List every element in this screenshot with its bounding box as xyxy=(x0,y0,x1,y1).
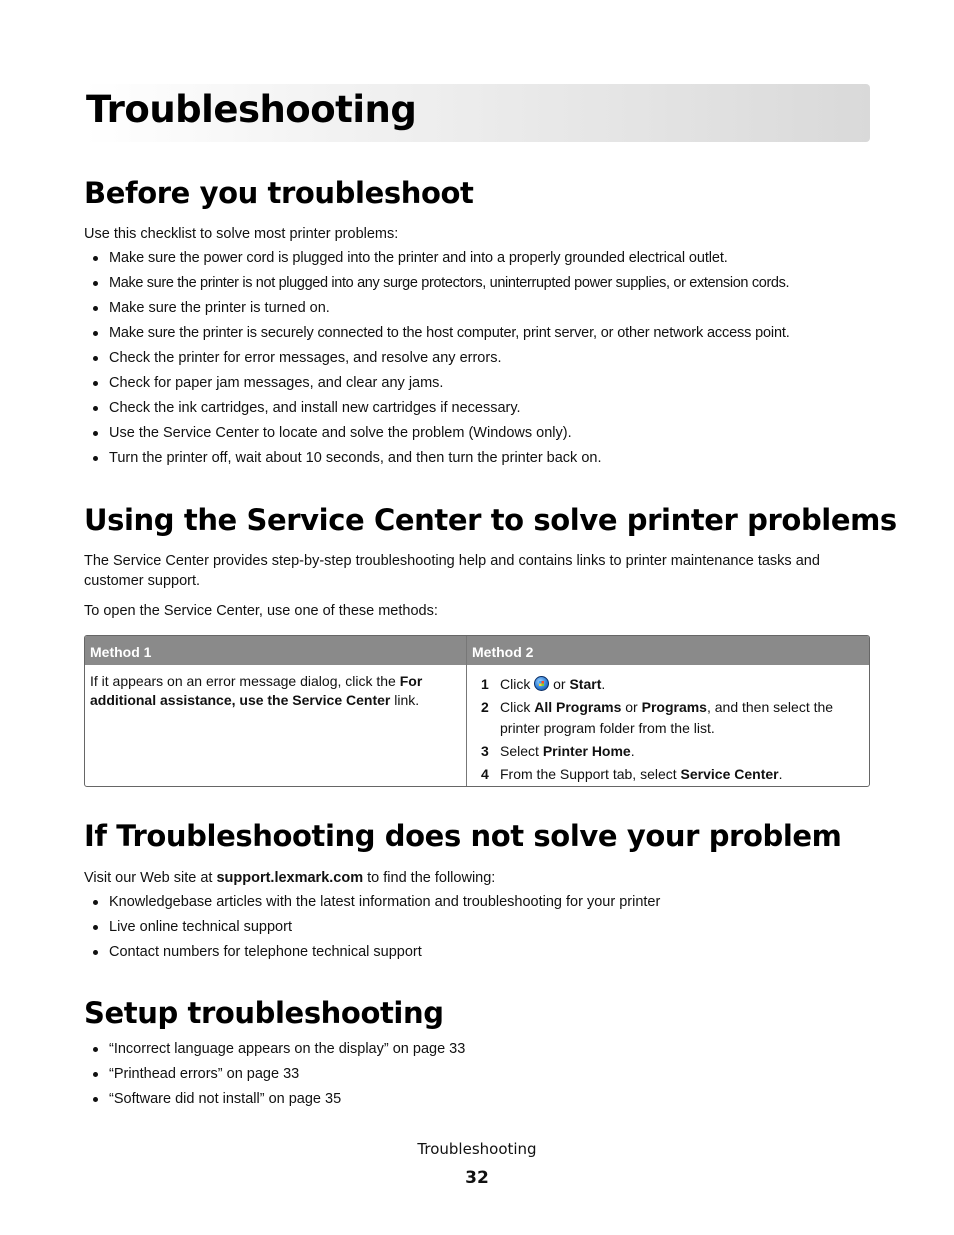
bullet-icon xyxy=(93,1047,98,1052)
list-item: Make sure the printer is securely connected to the host computer, print server, or other network access point. xyxy=(84,323,874,348)
list-item: Check for paper jam messages, and clear any jams. xyxy=(84,373,874,398)
step-3: 3 Select Printer Home. xyxy=(481,743,635,759)
support-list xyxy=(84,892,874,967)
list-item: Turn the printer off, wait about 10 seconds, and then turn the printer back on. xyxy=(84,448,874,473)
page-number: 32 xyxy=(465,1168,489,1188)
bullet-icon xyxy=(93,431,98,436)
step-2: 2 Click All Programs or Programs, and then select the printer program folder from the list. xyxy=(481,699,834,736)
heading-not-solved: If Troubleshooting does not solve your problem xyxy=(84,819,842,853)
heading-setup-troubleshooting: Setup troubleshooting xyxy=(84,996,444,1030)
footer-section-label: Troubleshooting xyxy=(417,1140,537,1158)
list-item: Make sure the power cord is plugged into the printer and into a properly grounded electrical outlet. xyxy=(84,248,874,273)
list-item: Knowledgebase articles with the latest information and troubleshooting for your printer xyxy=(84,892,874,917)
bullet-icon xyxy=(93,456,98,461)
heading-before-you-troubleshoot: Before you troubleshoot xyxy=(84,176,474,210)
bullet-icon xyxy=(93,381,98,386)
bullet-icon xyxy=(93,281,98,286)
bullet-icon xyxy=(93,950,98,955)
bullet-icon xyxy=(93,356,98,361)
service-para-2: To open the Service Center, use one of these methods: xyxy=(84,603,438,619)
bullet-icon xyxy=(93,331,98,336)
table-header-method-2: Method 2 xyxy=(467,636,869,665)
list-item: Contact numbers for telephone technical support xyxy=(84,942,874,967)
service-para-1: The Service Center provides step-by-step troubleshooting help and contains links to printer maintenance tasks and customer support. xyxy=(84,553,820,589)
list-item: Use the Service Center to locate and solve the problem (Windows only). xyxy=(84,423,874,448)
methods-table xyxy=(84,635,870,787)
bullet-icon xyxy=(93,256,98,261)
table-divider xyxy=(466,636,467,786)
list-item: Make sure the printer is turned on. xyxy=(84,298,874,323)
bullet-icon xyxy=(93,1097,98,1102)
checklist xyxy=(84,248,874,473)
list-item[interactable]: “Software did not install” on page 35 xyxy=(84,1089,874,1114)
method-1-cell: If it appears on an error message dialog, click the For additional assistance, use the Service Center link. xyxy=(90,673,423,708)
service-center-link-label: For additional assistance, use the Service Center xyxy=(90,673,423,708)
notsolved-intro: Visit our Web site at support.lexmark.com to find the following: xyxy=(84,870,496,886)
bullet-icon xyxy=(93,900,98,905)
setup-topics-list xyxy=(84,1039,874,1114)
bullet-icon xyxy=(93,406,98,411)
support-website-link[interactable]: support.lexmark.com xyxy=(216,870,364,886)
table-header-method-1: Method 1 xyxy=(85,636,466,665)
step-1: 1 Click or Start. xyxy=(481,676,606,692)
list-item[interactable]: “Incorrect language appears on the display” on page 33 xyxy=(84,1039,874,1064)
list-item: Check the printer for error messages, and resolve any errors. xyxy=(84,348,874,373)
list-item: Make sure the printer is not plugged into any surge protectors, uninterrupted power supplies, or extension cords. xyxy=(84,273,874,298)
bullet-icon xyxy=(93,306,98,311)
list-item: Check the ink cartridges, and install new cartridges if necessary. xyxy=(84,398,874,423)
windows-start-orb-icon xyxy=(534,676,549,691)
before-intro: Use this checklist to solve most printer problems: xyxy=(84,226,399,242)
bullet-icon xyxy=(93,925,98,930)
method-2-steps xyxy=(481,674,861,787)
step-4: 4 From the Support tab, select Service Center. xyxy=(481,766,783,782)
page-title: Troubleshooting xyxy=(86,88,417,131)
bullet-icon xyxy=(93,1072,98,1077)
list-item: Live online technical support xyxy=(84,917,874,942)
list-item[interactable]: “Printhead errors” on page 33 xyxy=(84,1064,874,1089)
heading-service-center: Using the Service Center to solve printer problems xyxy=(84,503,897,537)
